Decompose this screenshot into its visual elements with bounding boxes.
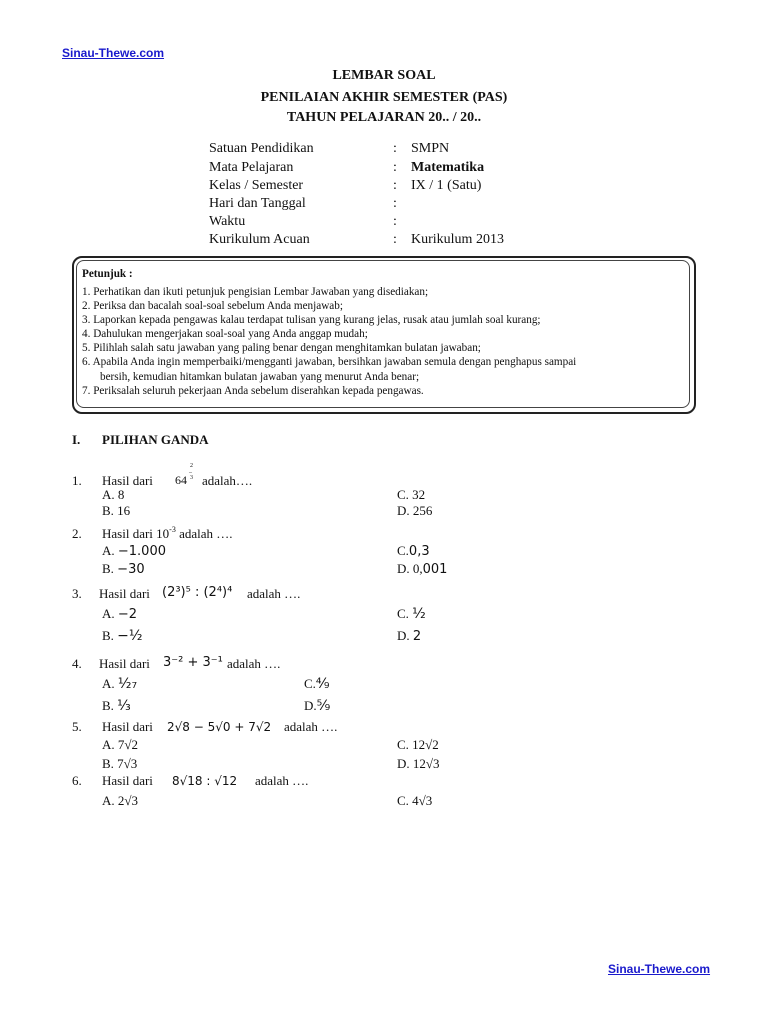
question-text: adalah …. — [227, 656, 281, 671]
option-value: ¹⁄₂ — [412, 606, 426, 622]
option-label: A. — [102, 606, 115, 621]
option-value: ⁴⁄₉ — [315, 676, 330, 692]
option-label: B. — [102, 561, 114, 576]
watermark-bottom[interactable]: Sinau-Thewe.com — [608, 962, 711, 976]
question-text: adalah …. — [247, 586, 301, 601]
header-subtitle: PENILAIAN AKHIR SEMESTER (PAS) — [260, 90, 508, 105]
question-text: Hasil dari — [102, 719, 153, 734]
header-year: TAHUN PELAJARAN 20.. / 20.. — [286, 110, 482, 125]
question-text: Hasil dari — [99, 656, 150, 671]
question-number: 3. — [72, 586, 82, 601]
question-text: adalah …. — [255, 773, 309, 788]
info-label: Satuan Pendidikan — [209, 141, 314, 156]
question-number: 5. — [72, 719, 82, 734]
option-label: D. 0, — [397, 561, 423, 576]
info-value: Kurikulum 2013 — [411, 232, 504, 247]
option-b[interactable]: B. 16 — [102, 503, 131, 518]
info-value: SMPN — [411, 141, 450, 156]
question-text — [102, 526, 233, 542]
header-title: LEMBAR SOAL — [332, 68, 436, 83]
info-value: IX / 1 (Satu) — [411, 178, 482, 193]
question-math: 3⁻² + 3⁻¹ — [163, 655, 223, 670]
option-label: C. — [397, 543, 409, 558]
info-label: Mata Pelajaran — [209, 160, 294, 175]
watermark-top[interactable]: Sinau-Thewe.com — [62, 46, 165, 60]
option-label: D. — [304, 698, 317, 713]
option-c[interactable]: C. 4√3 — [397, 793, 433, 808]
option-a[interactable]: A. 8 — [102, 487, 125, 502]
option-d[interactable] — [304, 698, 330, 714]
question-text: adalah…. — [202, 473, 253, 488]
option-value: ⁵⁄₉ — [316, 698, 331, 714]
option-a[interactable]: A. 2√3 — [102, 793, 139, 808]
option-label: A. — [102, 543, 115, 558]
option-d[interactable]: D. 12√3 — [397, 756, 440, 771]
question-text: Hasil dari — [102, 473, 153, 488]
option-b[interactable] — [102, 561, 145, 577]
option-b[interactable]: B. 7√3 — [102, 756, 138, 771]
option-c[interactable] — [397, 606, 426, 622]
option-d[interactable] — [397, 561, 447, 577]
question-number: 1. — [72, 473, 82, 488]
exponent-bar: – — [189, 470, 192, 476]
option-value: −1.000 — [117, 544, 166, 559]
info-value: Matematika — [411, 160, 485, 175]
option-value: ¹⁄₃ — [117, 698, 131, 714]
option-value: 2 — [412, 629, 422, 644]
question-math: 8√18 : √12 — [172, 774, 238, 788]
question-math: 64 — [175, 473, 187, 487]
question-text-post: adalah …. — [175, 526, 233, 541]
instruction-item: 1. Perhatikan dan ikuti petunjuk pengisian Lembar Jawaban yang disediakan; — [82, 286, 429, 298]
instruction-item: 7. Periksalah seluruh pekerjaan Anda sebelum diserahkan kepada pengawas. — [82, 385, 424, 397]
instruction-item: 3. Laporkan kepada pengawas kalau terdapat tulisan yang kurang jelas, rusak atau jumlah soal kurang; — [82, 314, 541, 326]
option-label: B. — [102, 628, 114, 643]
option-a[interactable] — [102, 606, 137, 622]
option-c[interactable]: C. 32 — [397, 487, 426, 502]
option-value: −2 — [117, 607, 138, 622]
info-label: Hari dan Tanggal — [209, 196, 306, 211]
info-sep: : — [393, 178, 397, 193]
option-b[interactable] — [102, 698, 131, 714]
option-b[interactable] — [102, 628, 142, 644]
section-number: I. — [72, 432, 81, 447]
question-math: (2³)⁵ : (2⁴)⁴ — [162, 585, 233, 600]
instruction-item: bersih, kemudian hitamkan bulatan jawaban yang menurut Anda benar; — [100, 371, 420, 383]
question-math: 2√8 − 5√0 + 7√2 — [167, 720, 272, 734]
option-a[interactable] — [102, 676, 137, 692]
info-label: Kelas / Semester — [209, 178, 304, 193]
option-c[interactable] — [397, 543, 430, 559]
info-sep: : — [393, 160, 397, 175]
option-c[interactable]: C. 12√2 — [397, 737, 439, 752]
option-value: −30 — [117, 562, 145, 577]
question-text: adalah …. — [284, 719, 338, 734]
option-value: 001 — [422, 562, 448, 577]
info-label: Kurikulum Acuan — [209, 232, 310, 247]
option-value: −¹⁄₂ — [117, 628, 143, 644]
info-sep: : — [393, 232, 397, 247]
option-c[interactable] — [304, 676, 329, 692]
option-label: C. — [397, 606, 409, 621]
info-sep: : — [393, 196, 397, 211]
option-d[interactable] — [397, 628, 421, 644]
option-label: B. — [102, 698, 114, 713]
option-a[interactable] — [102, 543, 166, 559]
instruction-item: 2. Periksa dan bacalah soal-soal sebelum Anda menjawab; — [82, 300, 343, 312]
exponent-numerator: 2 — [190, 463, 193, 469]
option-a[interactable]: A. 7√2 — [102, 737, 139, 752]
section-title: PILIHAN GANDA — [102, 432, 209, 447]
question-text: Hasil dari — [99, 586, 150, 601]
instruction-item: 5. Pilihlah salah satu jawaban yang paling benar dengan menghitamkan bulatan jawaban; — [82, 342, 481, 354]
instructions-title: Petunjuk : — [82, 268, 133, 280]
option-label: C. — [304, 676, 316, 691]
option-d[interactable]: D. 256 — [397, 503, 433, 518]
info-sep: : — [393, 214, 397, 229]
option-value: ¹⁄₂₇ — [117, 676, 138, 692]
option-label: D. — [397, 628, 410, 643]
question-number: 6. — [72, 773, 82, 788]
exponent-denominator: 3 — [190, 475, 193, 481]
instruction-item: 4. Dahulukan mengerjakan soal-soal yang Anda anggap mudah; — [82, 328, 368, 340]
info-label: Waktu — [209, 214, 246, 229]
exponent: -3 — [169, 525, 176, 534]
option-label: A. — [102, 676, 115, 691]
option-value: 0,3 — [408, 544, 430, 559]
question-text: Hasil dari — [102, 773, 153, 788]
info-sep: : — [393, 141, 397, 156]
question-number: 2. — [72, 526, 82, 541]
question-number: 4. — [72, 656, 82, 671]
instruction-item: 6. Apabila Anda ingin memperbaiki/mengganti jawaban, bersihkan jawaban semula dengan penghapus sampai — [82, 356, 577, 368]
question-text-pre: Hasil dari 10 — [102, 526, 170, 541]
